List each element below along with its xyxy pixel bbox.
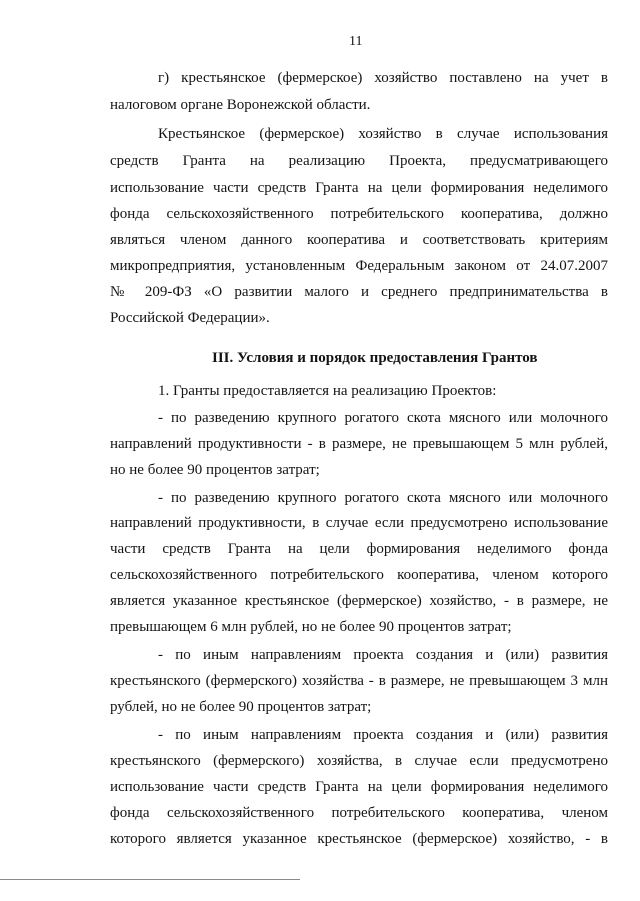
text-line: средств Гранта на реализацию Проекта, предусматривающего [110, 153, 608, 169]
text-line: но не более 90 процентов затрат; [110, 462, 320, 478]
page-number: 11 [349, 34, 363, 49]
section-heading: III. Условия и порядок предоставления Грантов [212, 350, 538, 366]
text-line: Российской Федерации». [110, 310, 270, 326]
text-line: - по иным направлениям проекта создания и (или) развития [158, 727, 608, 743]
text-line: Крестьянское (фермерское) хозяйство в случае использования [158, 126, 608, 142]
text-line: крестьянского (фермерского) хозяйства, в случае если предусмотрено [110, 753, 608, 769]
text-line: использование части средств Гранта на цели формирования неделимого [110, 779, 608, 795]
text-line: является указанное крестьянское (фермерское) хозяйство, - в размере, не [110, 593, 608, 609]
text-line: фонда сельскохозяйственного потребительского кооператива, должно [110, 206, 608, 222]
text-line: № 209-ФЗ «О развитии малого и среднего предпринимательства в [110, 284, 608, 300]
text-line: использование части средств Гранта на цели формирования неделимого [110, 180, 608, 196]
text-line: 1. Гранты предоставляется на реализацию Проектов: [158, 383, 497, 399]
text-line: рублей, но не более 90 процентов затрат; [110, 699, 372, 715]
footer-rule [0, 879, 300, 880]
text-line: - по разведению крупного рогатого скота мясного или молочного [158, 490, 608, 506]
text-line: микропредприятия, установленным Федеральным законом от 24.07.2007 [110, 258, 608, 274]
text-line: налоговом органе Воронежской области. [110, 97, 371, 113]
text-line: являться членом данного кооператива и соответствовать критериям [110, 232, 608, 248]
text-line: крестьянского (фермерского) хозяйства - в размере, не превышающем 3 млн [110, 673, 608, 689]
text-line: фонда сельскохозяйственного потребительского кооператива, членом [110, 805, 608, 821]
text-line: превышающем 6 млн рублей, но не более 90 процентов затрат; [110, 619, 512, 635]
text-line: части средств Гранта на цели формирования неделимого фонда [110, 541, 608, 557]
text-line: - по разведению крупного рогатого скота мясного или молочного [158, 410, 608, 426]
text-line: - по иным направлениям проекта создания и (или) развития [158, 647, 608, 663]
text-line: направлений продуктивности - в размере, не превышающем 5 млн рублей, [110, 436, 608, 452]
text-line: сельскохозяйственного потребительского кооператива, членом которого [110, 567, 608, 583]
text-line: г) крестьянское (фермерское) хозяйство поставлено на учет в [158, 70, 608, 86]
text-line: которого является указанное крестьянское (фермерское) хозяйство, - в [110, 831, 608, 847]
text-line: направлений продуктивности, в случае если предусмотрено использование [110, 515, 608, 531]
